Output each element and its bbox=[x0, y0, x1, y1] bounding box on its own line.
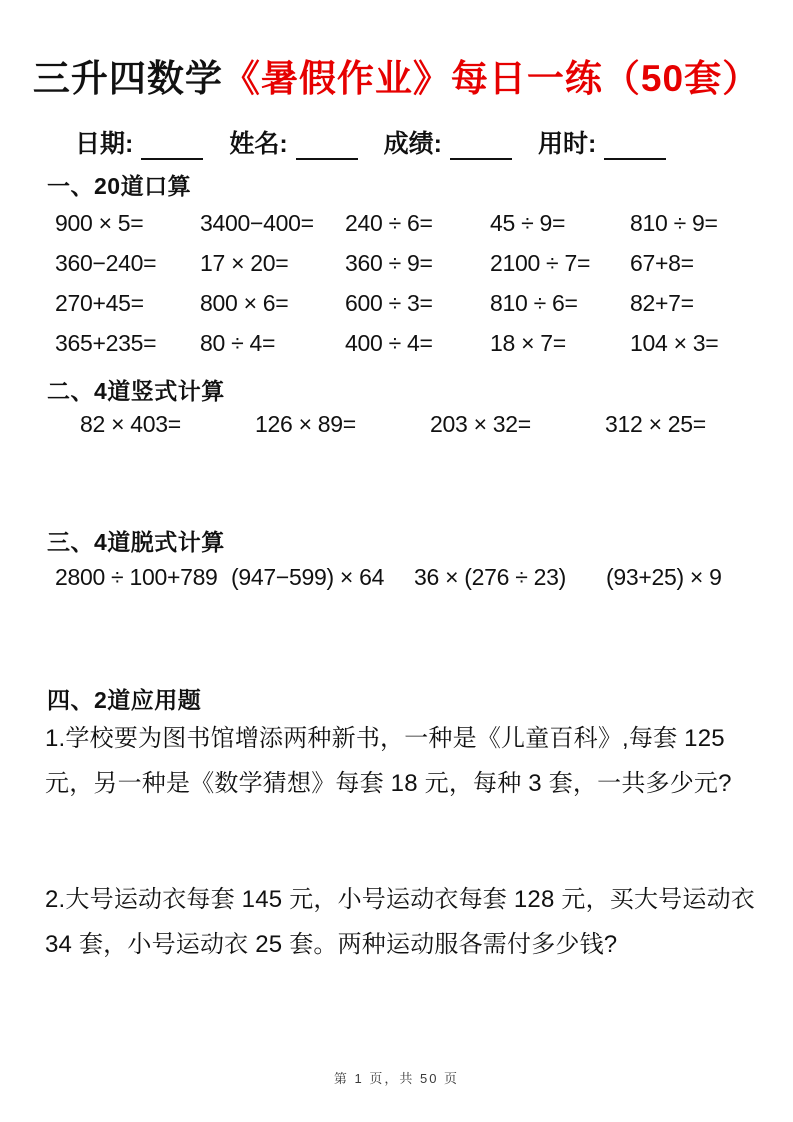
step-problem: (947−599) × 64 bbox=[231, 564, 385, 590]
info-line bbox=[75, 124, 692, 160]
oral-arithmetic-grid bbox=[55, 203, 765, 363]
oral-problem: 45 ÷ 9= bbox=[490, 210, 566, 236]
vertical-problem: 203 × 32= bbox=[430, 411, 531, 437]
oral-problem: 18 × 7= bbox=[490, 330, 566, 356]
oral-problem: 270+45= bbox=[55, 290, 144, 316]
step-problem: (93+25) × 9 bbox=[606, 564, 722, 590]
word-problem-1: 1.学校要为图书馆增添两种新书，一种是《儿童百科》,每套 125 元，另一种是《数学猜想》每套 18 元，每种 3 套，一共多少元? bbox=[45, 725, 732, 797]
oral-problem: 67+8= bbox=[630, 250, 694, 276]
time-label: 用时: bbox=[537, 130, 597, 158]
vertical-problem: 82 × 403= bbox=[80, 411, 181, 437]
time-blank-line bbox=[604, 132, 666, 160]
oral-problem: 600 ÷ 3= bbox=[345, 290, 433, 316]
page-title-red: 《暑假作业》每日一练（50套） bbox=[222, 58, 761, 99]
oral-problem: 80 ÷ 4= bbox=[200, 330, 276, 356]
info-field-name bbox=[229, 124, 357, 160]
name-label: 姓名: bbox=[229, 130, 288, 158]
vertical-problem: 312 × 25= bbox=[605, 411, 706, 437]
page-title-black: 三升四数学 bbox=[32, 58, 223, 99]
name-blank-line bbox=[296, 132, 358, 160]
vertical-calc-row bbox=[80, 404, 770, 444]
oral-problem: 104 × 3= bbox=[630, 330, 719, 356]
oral-problem: 360 ÷ 9= bbox=[345, 250, 433, 276]
date-label: 日期: bbox=[75, 130, 134, 158]
section-1-heading: 一、20道口算 bbox=[47, 173, 192, 199]
oral-problem: 810 ÷ 6= bbox=[490, 290, 578, 316]
step-problem: 36 × (276 ÷ 23) bbox=[414, 564, 566, 590]
page-number-footer: 第 1 页，共 50 页 bbox=[333, 1071, 460, 1086]
date-blank-line bbox=[141, 132, 203, 160]
info-field-date bbox=[75, 124, 203, 160]
vertical-problem: 126 × 89= bbox=[255, 411, 356, 437]
oral-problem: 900 × 5= bbox=[55, 210, 144, 236]
word-problem-2: 2.大号运动衣每套 145 元，小号运动衣每套 128 元，买大号运动衣 34 套，小号运动衣 25 套。两种运动服各需付多少钱? bbox=[45, 886, 755, 958]
info-field-time bbox=[538, 124, 666, 160]
step-problem: 2800 ÷ 100+789 bbox=[55, 564, 218, 590]
oral-problem: 800 × 6= bbox=[200, 290, 289, 316]
info-field-score bbox=[384, 124, 512, 160]
oral-problem: 810 ÷ 9= bbox=[630, 210, 718, 236]
score-blank-line bbox=[450, 132, 512, 160]
oral-problem: 360−240= bbox=[55, 250, 157, 276]
section-4-heading: 四、2道应用题 bbox=[47, 687, 202, 713]
oral-problem: 365+235= bbox=[55, 330, 157, 356]
oral-problem: 400 ÷ 4= bbox=[345, 330, 433, 356]
page-title bbox=[0, 48, 793, 102]
oral-problem: 3400−400= bbox=[200, 210, 314, 236]
section-3-heading: 三、4道脱式计算 bbox=[47, 529, 225, 555]
oral-problem: 17 × 20= bbox=[200, 250, 289, 276]
score-label: 成绩: bbox=[383, 130, 442, 158]
oral-problem: 240 ÷ 6= bbox=[345, 210, 433, 236]
oral-problem: 82+7= bbox=[630, 290, 694, 316]
step-calc-row bbox=[55, 557, 770, 597]
section-2-heading: 二、4道竖式计算 bbox=[47, 378, 225, 404]
oral-problem: 2100 ÷ 7= bbox=[490, 250, 591, 276]
